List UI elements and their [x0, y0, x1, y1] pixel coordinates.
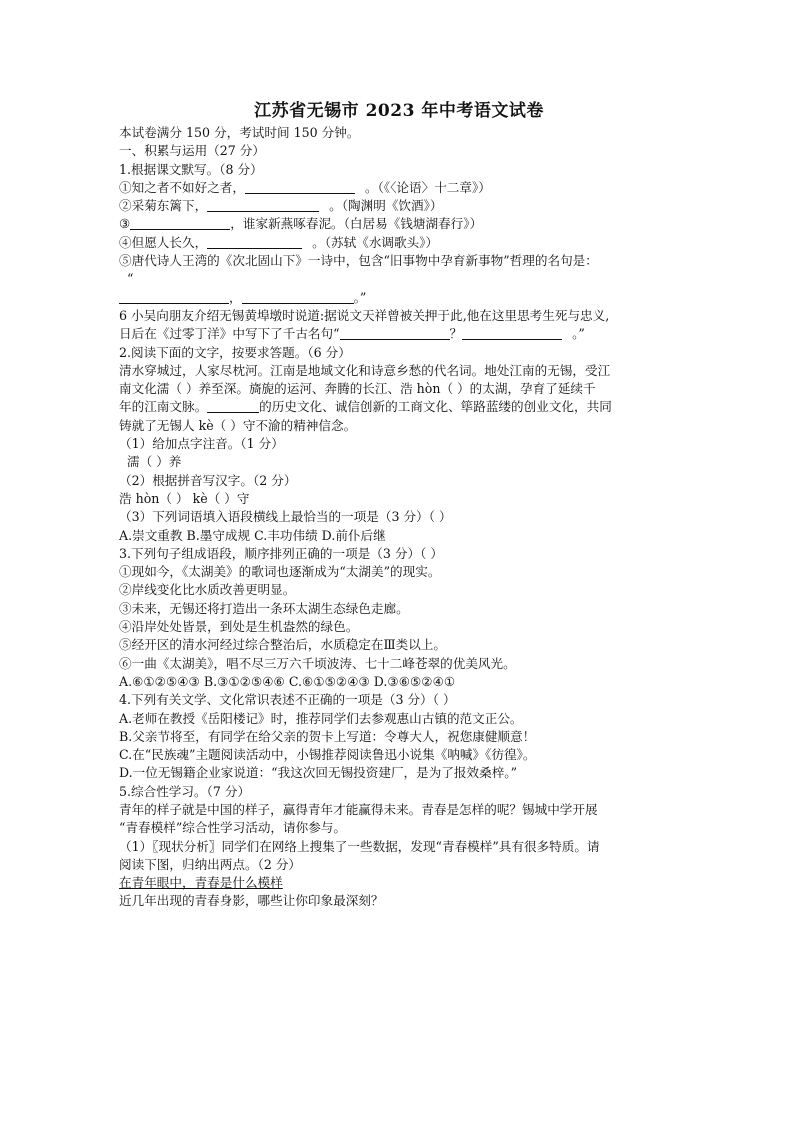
q2-sub-2: （2）根据拼音写汉字。（2 分） [119, 472, 297, 488]
q2-sub-2-item: 浩 hòn（ ） kè（ ）守 [119, 490, 250, 506]
q2-passage-4: 铸就了无锡人 kè（ ）守不渝的精神信念。 [119, 417, 357, 433]
q1-line-5: ⑤唐代诗人王湾的《次北固山下》一诗中，包含“旧事物中孕育新事物”哲理的名句是： [119, 253, 598, 269]
q1-quote-mark: “ [127, 271, 134, 287]
q5-passage-2: “青春模样”综合性学习活动，请你参与。 [119, 820, 346, 836]
q3-item-2: ②岸线变化比水质改善更明显。 [119, 582, 296, 598]
exam-document [119, 99, 679, 911]
q3-item-1: ①现如今，《太湖美》的歌词也逐渐成为“太湖美”的现实。 [119, 564, 441, 580]
q2-passage-1: 清水穿城过，人家尽枕河。江南是地域文化和诗意乡愁的代名词。地处江南的无锡，受江 [119, 362, 611, 378]
answer-blank[interactable] [207, 235, 302, 249]
q4-option-b: B.父亲节将至，有同学在给父亲的贺卡上写道：令尊大人，祝您康健顺意！ [119, 728, 536, 744]
q3-item-4: ④沿岸处处皆景，到处是生机盎然的绿色。 [119, 619, 359, 635]
q2-sub-1-item: 濡（ ）养 [127, 454, 182, 470]
q1-line-1: ①知之者不如好之者， 。（《〈论语〉十二章》） [119, 179, 491, 195]
answer-blank[interactable] [462, 326, 562, 340]
q3-item-3: ③未来，无锡还将打造出一条环太湖生态绿色走廊。 [119, 600, 409, 616]
q3-item-6: ⑥一曲《太湖美》，唱不尽三万六千顷波涛、七十二峰苍翠的优美风光。 [119, 655, 516, 671]
q1-line-3: ③ ，谁家新燕啄春泥。（白居易《钱塘湖春行》） [119, 216, 483, 232]
intro-line: 本试卷满分 150 分，考试时间 150 分钟。 [119, 125, 360, 140]
q2-passage-2: 南文化濡（ ）养至深。旖旎的运河、奔腾的长江、浩 hòn（ ）的太湖，孕育了延续千 [119, 381, 596, 397]
q1-line-6: ， 。” [119, 289, 679, 307]
q2-sub-3-options: A.崇文重教 B.墨守成规 C.丰功伟绩 D.前仆后继 [119, 527, 386, 543]
answer-blank[interactable] [130, 216, 230, 230]
q2-sub-1: （1）给加点字注音。（1 分） [119, 436, 284, 452]
q5-passage-1: 青年的样子就是中国的样子，赢得青年才能赢得未来。青春是怎样的呢？锡城中学开展 [119, 801, 598, 817]
figure-title: 在青年眼中，青春是什么模样 [119, 875, 283, 891]
q1-line-7b: 日后在《过零丁洋》中写下了千古名句“ ？ 。” [119, 326, 585, 342]
q2-sub-3: （3）下列词语填入语段横线上最恰当的一项是（3 分）（ ） [119, 509, 452, 525]
q1-line-7a: 6 小吴向朋友介绍无锡黄埠墩时说道:据说文天祥曾被关押于此,他在这里思考生死与忠义, [119, 307, 610, 323]
question-3-stem: 3.下列句子组成语段，顺序排列正确的一项是（3 分）（ ） [119, 545, 443, 561]
question-2-stem: 2.阅读下面的文字，按要求答题。（6 分） [119, 344, 351, 360]
q5-sub-1b: 阅读下图，归纳出两点。（2 分） [119, 856, 302, 872]
q3-item-5: ⑤经开区的清水河经过综合整治后，水质稳定在Ⅲ类以上。 [119, 637, 446, 653]
q3-options: A.⑥①②⑤④③ B.③①②⑤④⑥ C.⑥①⑤②④③ D.③⑥⑤②④① [119, 673, 456, 689]
q2-passage-3: 年的江南文脉。 的历史文化、诚信创新的工商文化、筚路蓝缕的创业文化，共同 [119, 399, 612, 415]
question-1-stem: 1.根据课文默写。（8 分） [119, 161, 263, 177]
q4-option-d: D.一位无锡籍企业家说道：“我这次回无锡投资建厂，是为了报效桑梓。” [119, 765, 518, 781]
answer-blank[interactable] [242, 290, 354, 304]
question-5-stem: 5.综合性学习。（7 分） [119, 783, 251, 799]
answer-blank[interactable] [207, 198, 319, 212]
question-4-stem: 4.下列有关文学、文化常识表述不正确的一项是（3 分）（ ） [119, 692, 456, 708]
q4-option-a: A.老师在教授《岳阳楼记》时，推荐同学们去参观惠山古镇的范文正公。 [119, 710, 523, 726]
q4-option-c: C.在“民族魂”主题阅读活动中，小锡推荐阅读鲁迅小说集《呐喊》《彷徨》。 [119, 747, 536, 763]
answer-blank[interactable] [245, 180, 355, 194]
q1-line-4: ④但愿人长久， 。（苏轼《水调歌头》） [119, 234, 439, 250]
answer-blank[interactable] [119, 290, 229, 304]
q5-sub-1a: （1）〖现状分析〗同学们在网络上搜集了一些数据，发现“青春模样”具有很多特质。请 [119, 838, 600, 854]
answer-blank[interactable] [340, 326, 450, 340]
q1-line-2: ②采菊东篱下， 。（陶渊明《饮酒》） [119, 198, 443, 214]
section-heading: 一、积累与运用（27 分） [119, 143, 265, 159]
figure-question: 近几年出现的青春身影，哪些让你印象最深刻？ [119, 893, 384, 909]
answer-blank[interactable] [207, 399, 259, 413]
page-title: 江苏省无锡市 2023 年中考语文试卷 [254, 101, 544, 121]
